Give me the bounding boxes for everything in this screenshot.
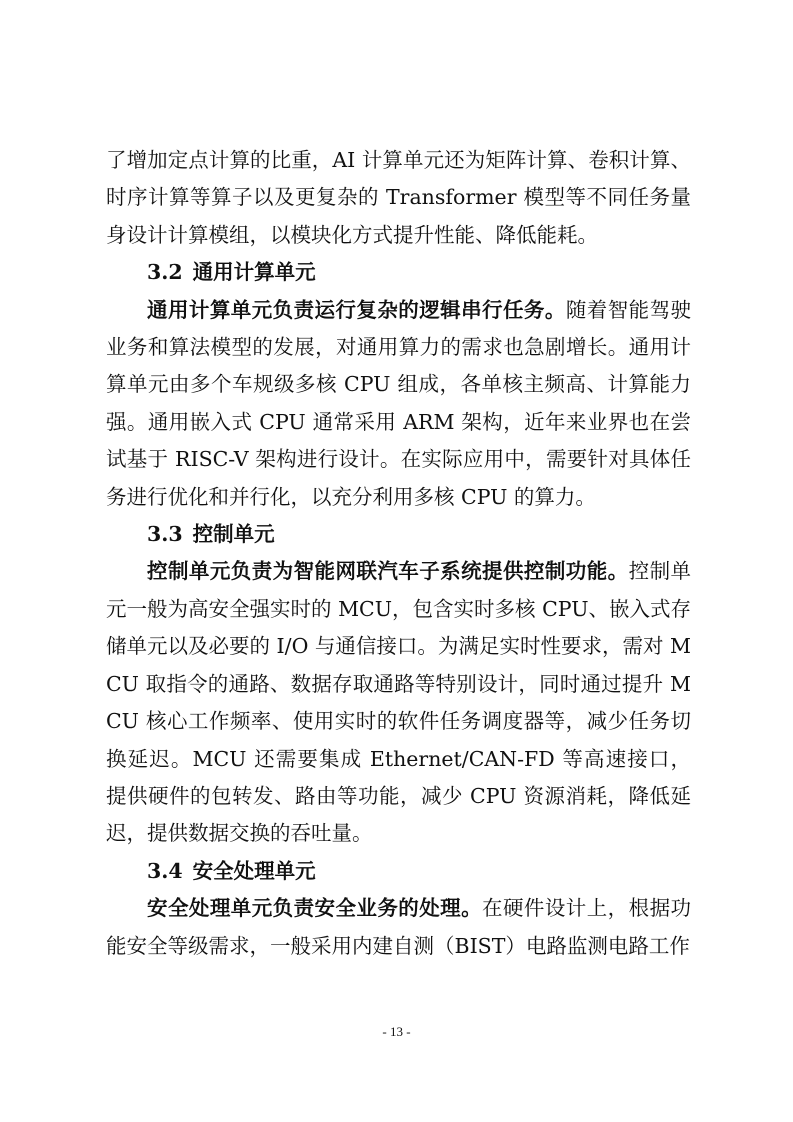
section-number: 3.4 <box>147 858 183 883</box>
section-title: 控制单元 <box>192 522 275 547</box>
intro-paragraph: 了增加定点计算的比重，AI 计算单元还为矩阵计算、卷积计算、时序计算等算子以及更复杂的 Transformer 模型等不同任务量身设计计算模组，以模块化方式提升性能、降低能耗。 <box>106 148 691 247</box>
section-lead-sentence: 控制单元负责为智能网联汽车子系统提供控制功能。 <box>147 559 629 584</box>
section-body-text: 在硬件设计上，根据功能安全等级需求，一般采用内建自测（BIST）电路监测电路工作 <box>106 896 692 958</box>
section-lead-sentence: 安全处理单元负责安全业务的处理。 <box>147 896 483 921</box>
section-title: 安全处理单元 <box>192 858 316 883</box>
section-heading-3-3 <box>106 516 691 553</box>
section-title: 通用计算单元 <box>192 260 316 285</box>
section-paragraph-3-4 <box>106 890 691 965</box>
section-number: 3.3 <box>147 522 183 547</box>
section-lead-sentence: 通用计算单元负责运行复杂的逻辑串行任务。 <box>147 297 566 322</box>
section-heading-3-4 <box>106 853 691 890</box>
page-content <box>106 142 691 965</box>
section-number: 3.2 <box>147 260 183 285</box>
section-body-text: 随着智能驾驶业务和算法模型的发展，对通用算力的需求也急剧增长。通用计算单元由多个车规级多核 CPU 组成，各单核主频高、计算能力强。通用嵌入式 CPU 通常采用 ARM 架构，近年来业界也在尝试基于 RISC-V 架构进行设计。在实际应用中，需要针对具体任务进行优化和并行化，以充分利用多核 CPU 的算力。 <box>106 297 692 509</box>
section-paragraph-3-3 <box>106 553 691 852</box>
section-paragraph-3-2 <box>106 292 691 516</box>
section-heading-3-2 <box>106 254 691 291</box>
section-body-text: 控制单元一般为高安全强实时的 MCU，包含实时多核 CPU、嵌入式存储单元以及必要的 I/O 与通信接口。为满足实时性要求，需对 MCU 取指令的通路、数据存取通路等特别设计，同时通过提升 MCU 核心工作频率、使用实时的软件任务调度器等，减少任务切换延迟。MCU 还需要集成 Ethernet/CAN-FD 等高速接口，提供硬件的包转发、路由等功能，减少 CPU 资源消耗，降低延迟，提供数据交换的吞吐量。 <box>106 559 692 846</box>
page-number: - 13 - <box>382 1024 411 1039</box>
